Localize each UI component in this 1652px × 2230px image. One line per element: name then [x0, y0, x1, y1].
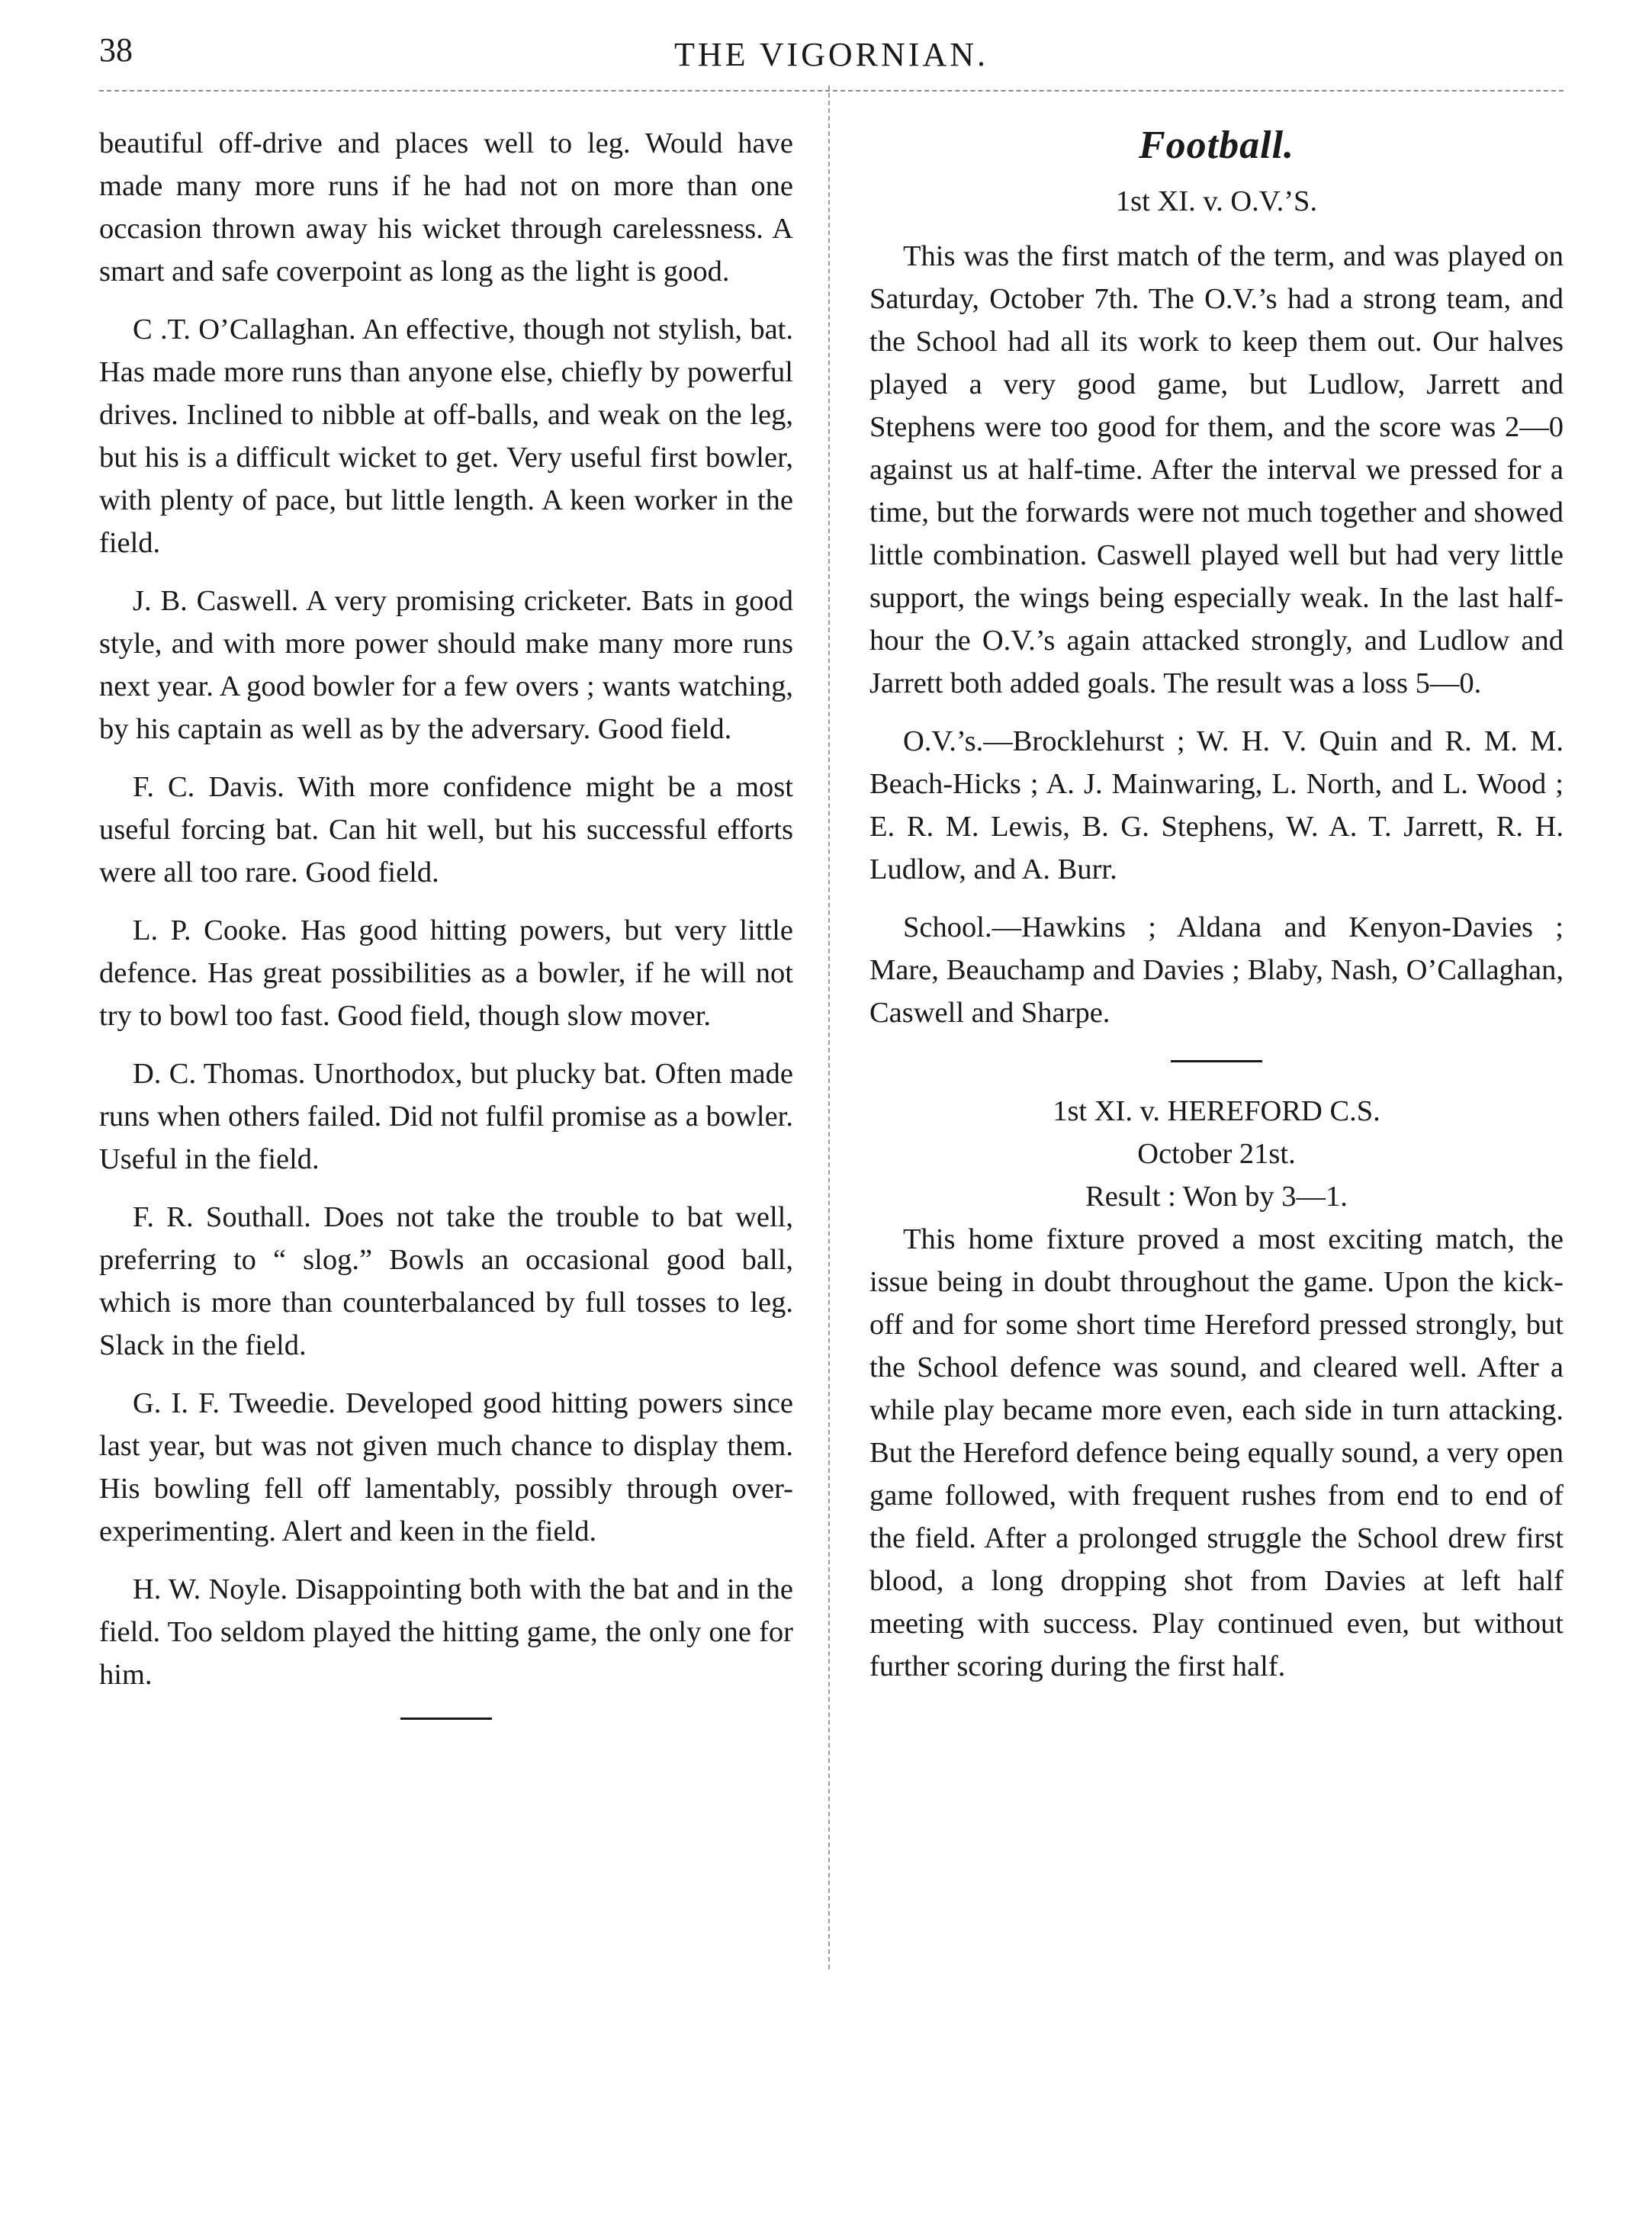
match-result: Result : Won by 3—1.	[1085, 1181, 1348, 1213]
section-title: Football.	[1138, 124, 1295, 167]
left-column	[99, 122, 793, 1747]
header-rule	[99, 90, 1564, 92]
paragraph-caswell: J. B. Caswell. A very promising cricketer. Bats in good style, and with more power should make many more runs next year. A good bowler for a few overs ; wants watching, by his captain as well as by the adversary. Good field.	[99, 585, 793, 745]
ov-lineup: O.V.’s.—Brocklehurst ; W. H. V. Quin and R. M. M. Beach-Hicks ; A. J. Mainwaring, L. North, and L. Wood ; E. R. M. Lewis, B. G. Stephens, W. A. T. Jarrett, R. H. Ludlow, and A. Burr.	[869, 725, 1564, 885]
paragraph-davis: F. C. Davis. With more confidence might be a most useful forcing bat. Can hit well, but his successful efforts were all too rare. Good field.	[99, 771, 793, 888]
match-report: This home fixture proved a most exciting match, the issue being in doubt throughout the game. Upon the kick-off and for some short time Hereford pressed strongly, but the School defence was sound, and cleared well. After a while play became more even, each side in turn attacking. But the Hereford defence being equally sound, a very open game followed, with frequent rushes from end to end of the field. After a prolonged struggle the School drew first blood, a long dropping shot from Davies at left half meeting with success. Play continued even, but without further scoring during the first half.	[869, 1223, 1564, 1682]
column-divider	[828, 85, 830, 1969]
paragraph-continued: beautiful off-drive and places well to leg. Would have made many more runs if he had not on more than one occasion thrown away his wicket through carelessness. A smart and safe coverpoint as long as the light is good.	[99, 127, 793, 288]
paragraph-noyle: H. W. Noyle. Disappointing both with the bat and in the field. Too seldom played the hitting game, the only one for him.	[99, 1573, 793, 1691]
section-end-rule	[400, 1717, 492, 1720]
paragraph-cooke: L. P. Cooke. Has good hitting powers, but very little defence. Has great possibilities as a bowler, if he will not try to bowl too fast. Good field, though slow mover.	[99, 914, 793, 1032]
match-separator-rule	[1171, 1060, 1262, 1062]
paragraph-tweedie: G. I. F. Tweedie. Developed good hitting powers since last year, but was not given much chance to display them. His bowling fell off lamentably, possibly through over-experimenting. Alert and keen in the field.	[99, 1387, 793, 1547]
match-heading: 1st XI. v. HEREFORD C.S.	[1053, 1095, 1380, 1127]
paragraph-southall: F. R. Southall. Does not take the trouble to bat well, preferring to “ slog.” Bowls an occasional good ball, which is more than counterbalanced by full tosses to leg. Slack in the field.	[99, 1201, 793, 1361]
paragraph-ocallaghan: C .T. O’Callaghan. An effective, though not stylish, bat. Has made more runs than anyone else, chiefly by powerful drives. Inclined to nibble at off-balls, and weak on the leg, but his is a difficult wicket to get. Very useful first bowler, with plenty of pace, but little length. A keen worker in the field.	[99, 313, 793, 559]
school-lineup: School.—Hawkins ; Aldana and Kenyon-Davies ; Mare, Beauchamp and Davies ; Blaby, Nash, O’Callaghan, Caswell and Sharpe.	[869, 911, 1564, 1029]
paragraph-thomas: D. C. Thomas. Unorthodox, but plucky bat. Often made runs when others failed. Did not fulfil promise as a bowler. Useful in the field.	[99, 1058, 793, 1175]
page-header	[99, 31, 1564, 92]
match-report: This was the first match of the term, and was played on Saturday, October 7th. The O.V.’s had a strong team, and the School had all its work to keep them out. Our halves played a very good game, but Ludlow, Jarrett and Stephens were too good for them, and the score was 2—0 against us at half-time. After the interval we pressed for a time, but the forwards were not much together and showed little combination. Caswell played well but had very little support, the wings being especially weak. In the last half-hour the O.V.’s again attacked strongly, and Ludlow and Jarrett both added goals. The result was a loss 5—0.	[869, 240, 1564, 699]
right-column	[869, 122, 1564, 1703]
page-number: 38	[99, 31, 133, 69]
match-heading: 1st XI. v. O.V.’S.	[1115, 185, 1318, 217]
match-date: October 21st.	[1137, 1138, 1296, 1170]
running-title: THE VIGORNIAN.	[673, 36, 989, 73]
